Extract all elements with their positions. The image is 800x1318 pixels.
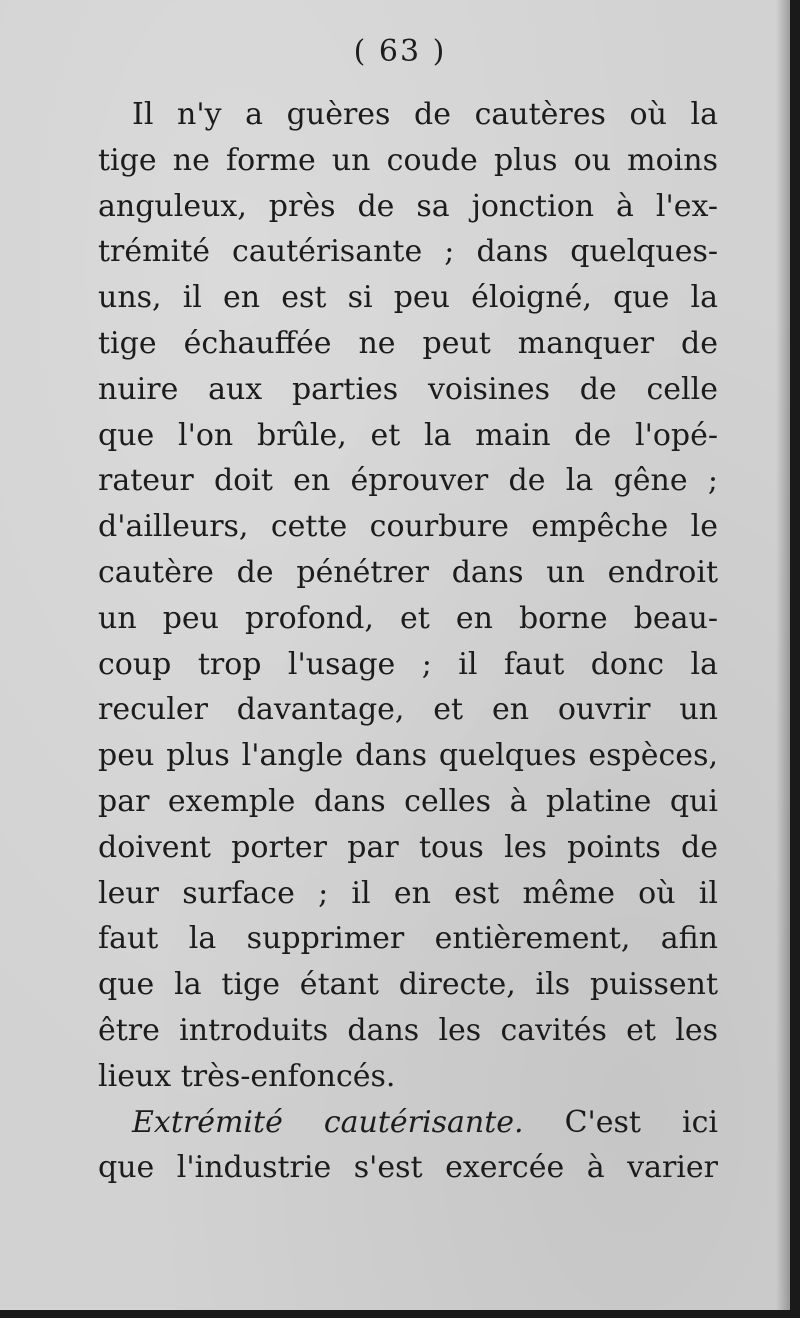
text-line: tige ne forme un coude plus ou moins <box>98 142 718 178</box>
section-heading-line <box>98 1100 718 1146</box>
text-line: rateur doit en éprouver de la gêne ; <box>98 463 718 499</box>
text-line: trémité cautérisante ; dans quelques- <box>98 234 718 270</box>
text-line: que l'on brûle, et la main de l'opé- <box>98 417 718 453</box>
text-line: reculer davantage, et en ouvrir un <box>98 692 718 728</box>
section-heading: Extrémité cautérisante. <box>132 1104 524 1140</box>
text-line: d'ailleurs, cette courbure empêche le <box>98 509 718 545</box>
text-fragment: C'est ici <box>564 1104 718 1140</box>
text-line: cautère de pénétrer dans un endroit <box>98 554 718 590</box>
text-line: par exemple dans celles à platine qui <box>98 783 718 819</box>
text-line: peu plus l'angle dans quelques espèces, <box>98 738 718 774</box>
page-edge-shadow <box>776 0 790 1310</box>
text-line: anguleux, près de sa jonction à l'ex- <box>98 188 718 224</box>
text-line: que la tige étant directe, ils puissent <box>98 967 718 1003</box>
text-line: tige échauffée ne peut manquer de <box>98 325 718 361</box>
body-text <box>98 92 718 1191</box>
text-line: uns, il en est si peu éloigné, que la <box>98 280 718 316</box>
text-line: faut la supprimer entièrement, afin <box>98 921 718 957</box>
text-line: que l'industrie s'est exercée à varier <box>98 1150 718 1186</box>
text-line: Il n'y a guères de cautères où la <box>132 97 718 132</box>
text-line: nuire aux parties voisines de celle <box>98 371 718 407</box>
text-line: coup trop l'usage ; il faut donc la <box>98 646 718 682</box>
text-line: être introduits dans les cavités et les <box>98 1012 718 1048</box>
text-line: doivent porter par tous les points de <box>98 829 718 865</box>
page-number: ( 63 ) <box>353 34 447 69</box>
text-line: lieux très-enfoncés. <box>98 1058 396 1094</box>
text-line: un peu profond, et en borne beau- <box>98 600 718 636</box>
text-line: leur surface ; il en est même où il <box>98 875 718 911</box>
